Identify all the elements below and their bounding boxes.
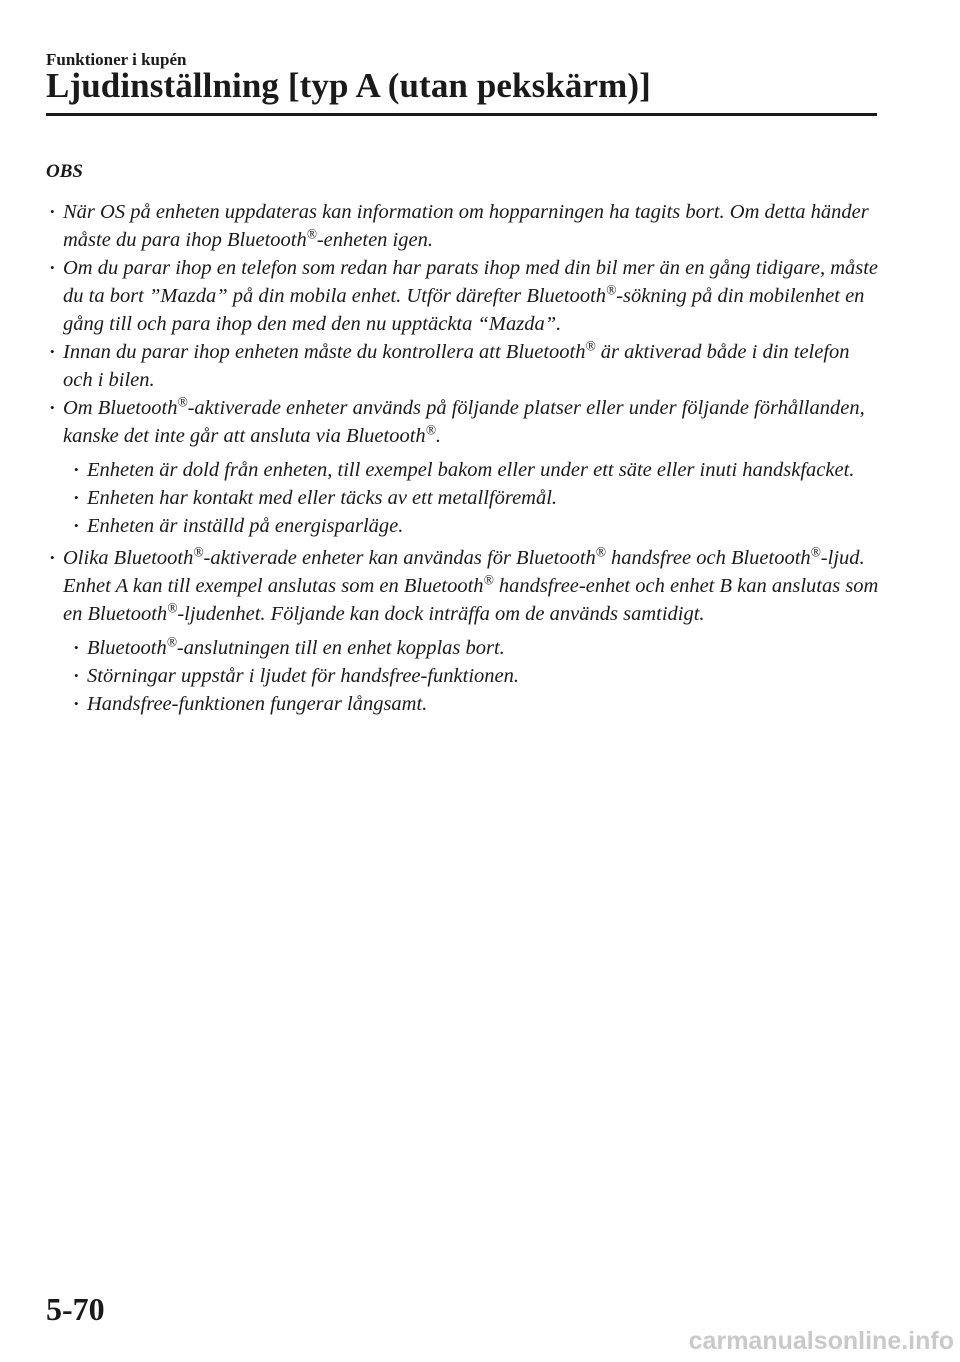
note-sub-bullet-item: • Enheten är inställd på energisparläge. bbox=[70, 512, 881, 540]
note-sub-bullet-item: • Handsfree-funktionen fungerar långsamt. bbox=[70, 690, 881, 718]
header-rule bbox=[46, 113, 877, 116]
watermark: carmanualsonline.info bbox=[688, 1327, 954, 1355]
note-list bbox=[46, 198, 881, 718]
page-number: 5-70 bbox=[46, 1291, 105, 1327]
note-sub-bullet-item: • Enheten har kontakt med eller täcks av ett metallföremål. bbox=[70, 484, 881, 512]
page-title: Ljudinställning [typ A (utan pekskärm)] bbox=[46, 66, 651, 105]
note-sub-bullet-item: • Enheten är dold från enheten, till exempel bakom eller under ett säte eller inuti handskfacket. bbox=[70, 456, 881, 484]
note-sub-list bbox=[46, 634, 881, 718]
note-sub-bullet-item: • Bluetooth®-anslutningen till en enhet kopplas bort. bbox=[70, 634, 881, 662]
note-bullet-item: • Innan du parar ihop enheten måste du kontrollera att Bluetooth® är aktiverad både i din telefon och i bilen. bbox=[46, 338, 881, 394]
note-bullet-item: • Om du parar ihop en telefon som redan har parats ihop med din bil mer än en gång tidigare, måste du ta bort ”Mazda” på din mobila enhet. Utför därefter Bluetooth®-sökning på din mobilenhet en gång till och para ihop den med den nu upptäckta “Mazda”. bbox=[46, 254, 881, 338]
note-content bbox=[46, 158, 881, 722]
note-sub-bullet-item: • Störningar uppstår i ljudet för handsfree-funktionen. bbox=[70, 662, 881, 690]
section-label: Funktioner i kupén bbox=[46, 50, 187, 69]
note-bullet-item: • När OS på enheten uppdateras kan information om hopparningen ha tagits bort. Om detta händer måste du para ihop Bluetooth®-enheten igen. bbox=[46, 198, 881, 254]
note-bullet-item: • Om Bluetooth®-aktiverade enheter används på följande platser eller under följande förhållanden, kanske det inte går att ansluta via Bluetooth®. bbox=[46, 394, 881, 450]
note-sub-list bbox=[46, 456, 881, 540]
note-bullet-item: • Olika Bluetooth®-aktiverade enheter kan användas för Bluetooth® handsfree och Bluetooth®-ljud. Enhet A kan till exempel anslutas som en Bluetooth® handsfree-enhet och enhet B kan anslutas som en Bluetooth®-ljudenhet. Följande kan dock inträffa om de används samtidigt. bbox=[46, 544, 881, 628]
note-label: OBS bbox=[46, 161, 83, 182]
